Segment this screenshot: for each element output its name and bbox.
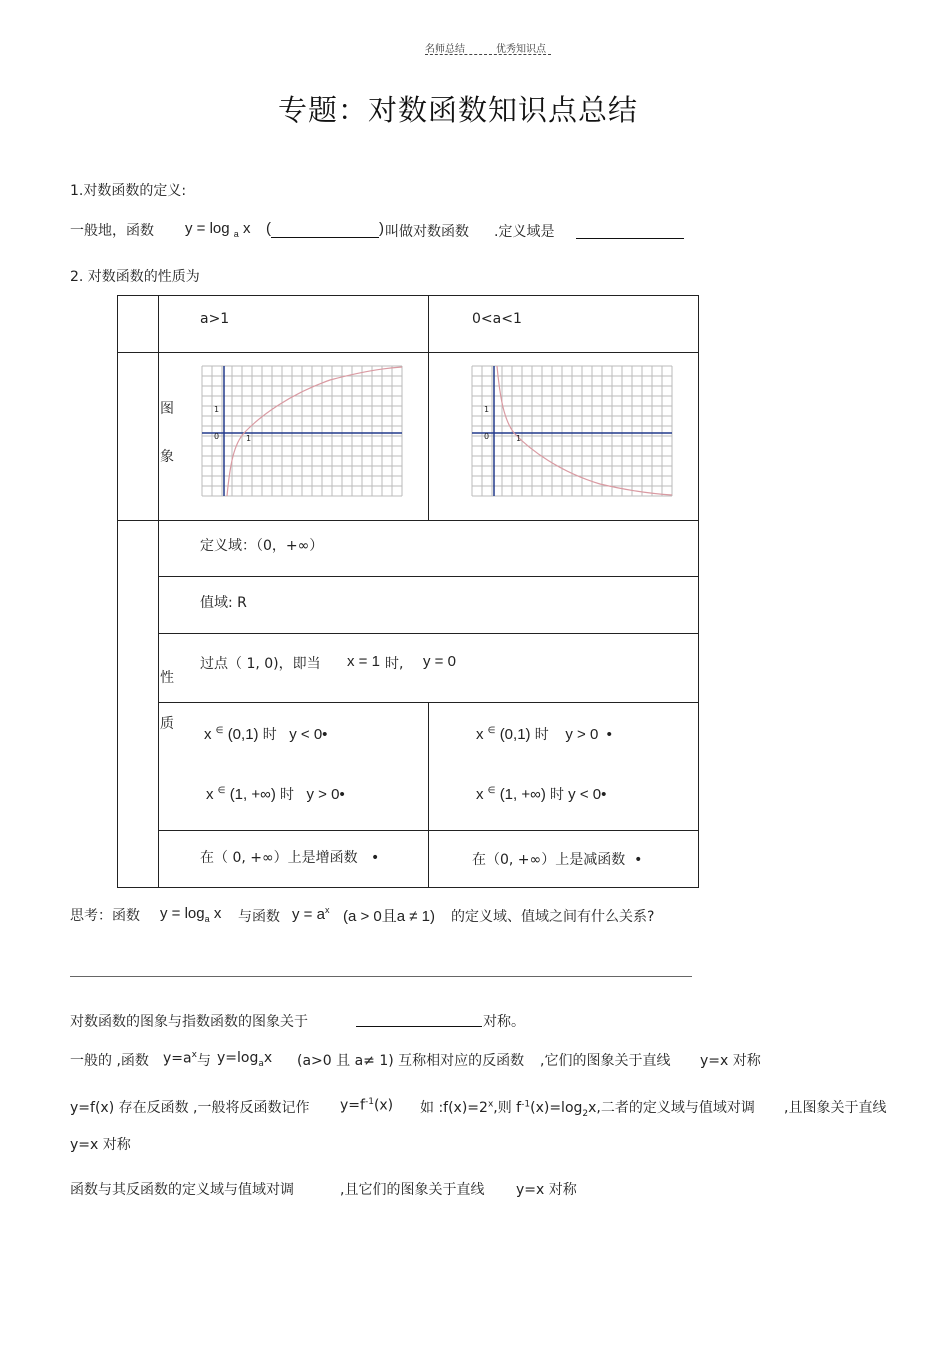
row-label-image-1: 图 [160, 401, 174, 417]
graph2-tick-one: 1 [484, 405, 490, 414]
domain-blank [576, 223, 684, 239]
para4-b: ,且它们的图象关于直线 [340, 1182, 485, 1198]
definition-prefix: 一般地，函数 [70, 223, 154, 239]
definition-domain-label: .定义域是 [494, 224, 555, 240]
page-title: 专题：对数函数知识点总结 [278, 93, 639, 127]
para2-a: 一般的 ,函数 [70, 1053, 149, 1069]
monotonic-increasing: 在（ 0, +∞）上是增函数 • [200, 850, 380, 866]
formula-y: y [185, 220, 193, 237]
fixed-point-when: 时, [385, 656, 404, 672]
graph2-tick-zero: 0 [484, 432, 490, 441]
fixed-point-text: 过点（ 1, 0)，即当 [200, 656, 321, 672]
think-formula-log: $y = \log_a x$ [160, 905, 222, 924]
think-suffix: 的定义域、值域之间有什么关系? [451, 909, 655, 925]
formula-x: x [242, 220, 251, 237]
header-right: 优秀知识点 [496, 44, 546, 55]
range-row: 值域: R [200, 595, 247, 611]
answer-line [70, 976, 692, 977]
definition-formula [185, 220, 250, 239]
section1-heading: 1.对数函数的定义: [70, 183, 187, 199]
graph-a-lt-1 [470, 364, 674, 498]
para2-g: ,它们的图象关于直线 [540, 1053, 671, 1069]
section2-heading: 2. 对数函数的性质为 [70, 269, 200, 285]
definition-middle: 叫做对数函数 [385, 224, 469, 240]
para2-d: $y=\log_ax$ [217, 1050, 273, 1069]
condition-paren [266, 220, 384, 238]
graph-a-gt-1 [200, 364, 404, 498]
think-condition: (a > 0且a ≠ 1) [343, 908, 436, 925]
para2-f: (a>0 且 a≠ 1) 互称相对应的反函数 [297, 1053, 525, 1069]
column-header-a-gt-1: a>1 [200, 311, 230, 327]
para3-d: 如 $:f(x)=2^x$,则 $f^{-1}(x)=\log_2x$,二者的定义域与值域对调 [420, 1099, 755, 1119]
think-formula-exp: $y = a^x$ [292, 905, 330, 923]
para4-c: y=x 对称 [516, 1182, 577, 1198]
graph1-tick-one: 1 [214, 405, 220, 414]
row-label-image-2: 象 [160, 449, 174, 465]
para2-h: y=x 对称 [700, 1053, 761, 1069]
graph2-tick-x-one: 1 [516, 434, 522, 443]
para3-i: y=x 对称 [70, 1137, 131, 1153]
row-label-prop-2: 质 [160, 716, 174, 732]
condition-blank [271, 220, 379, 238]
paren-open: ( [266, 220, 271, 237]
para3-a: y=f(x) 存在反函数 ,一般将反函数记作 [70, 1100, 310, 1116]
para2-b: $y=a^x$ [163, 1050, 197, 1067]
para1-suffix: 对称。 [483, 1014, 525, 1030]
monotonic-decreasing: 在（0, +∞）上是减函数 • [472, 852, 643, 868]
para3-b: $y=f^{-1}(x)$ [340, 1097, 394, 1114]
column-header-a-lt-1: 0<a<1 [472, 311, 522, 327]
row-label-prop-1: 性 [160, 670, 174, 686]
gt1-interval-1-inf: x ∈ (1, +∞) 时 y > 0• [206, 785, 345, 803]
think-prefix: 思考：函数 [70, 908, 140, 924]
para2-c: 与 [197, 1053, 211, 1069]
formula-log: = log [196, 220, 230, 237]
header-left: 名师总结 [425, 44, 465, 55]
para1-text: 对数函数的图象与指数函数的图象关于 [70, 1014, 308, 1030]
lt1-interval-0-1: x ∈ (0,1) 时 y > 0 • [476, 725, 612, 743]
fixed-point-x: x = 1 [347, 653, 380, 670]
domain-row: 定义域：（0，+∞） [200, 538, 324, 554]
para3-h: ,且图象关于直线 [784, 1100, 887, 1116]
graph1-tick-zero: 0 [214, 432, 220, 441]
header-dashed-line [425, 54, 551, 55]
fixed-point-y: y = 0 [423, 653, 456, 670]
para1-blank [356, 1011, 482, 1027]
graph1-tick-x-one: 1 [246, 434, 252, 443]
para4-a: 函数与其反函数的定义域与值域对调 [70, 1182, 294, 1198]
think-middle: 与函数 [238, 909, 280, 925]
gt1-interval-0-1: x ∈ (0,1) 时 y < 0• [204, 725, 328, 743]
formula-base: a [233, 229, 239, 239]
paren-close: ) [379, 220, 384, 237]
lt1-interval-1-inf: x ∈ (1, +∞) 时 y < 0• [476, 785, 607, 803]
